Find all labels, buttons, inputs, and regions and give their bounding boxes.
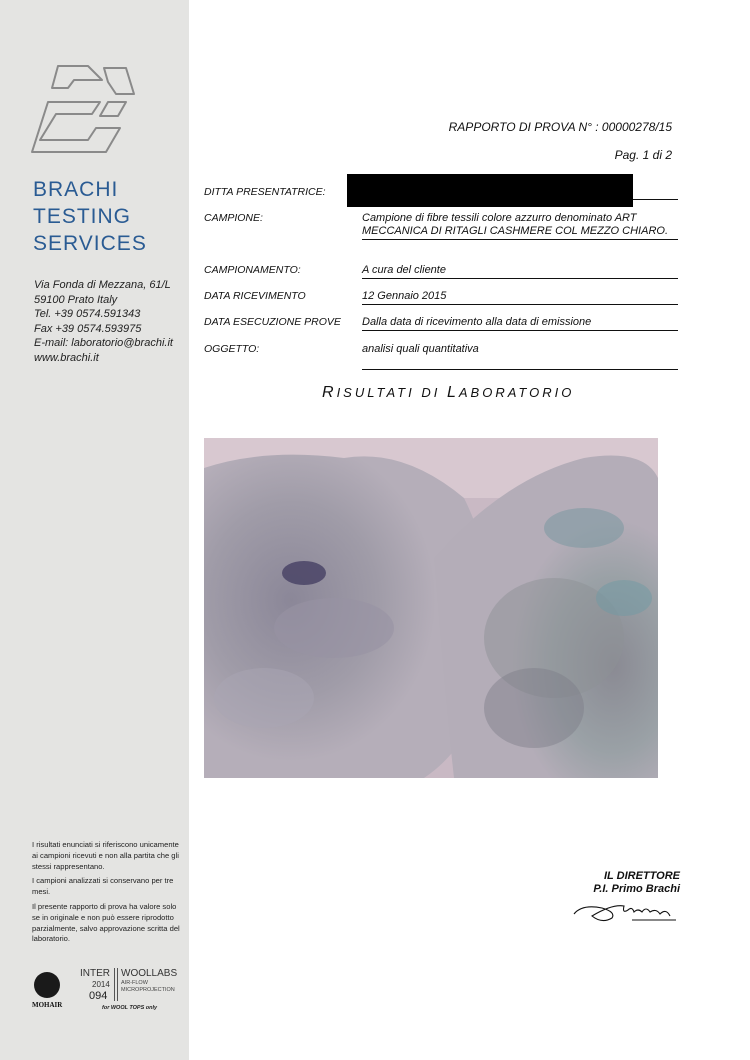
director-name: P.I. Primo Brachi [593, 883, 680, 895]
sample-photo [204, 438, 658, 778]
iwl-methods [121, 980, 175, 993]
ditta-underline [633, 199, 678, 200]
brand-line: BRACHI [33, 178, 119, 201]
certifications [32, 968, 182, 1018]
brand-line: TESTING [33, 205, 132, 228]
iwl-divider [114, 968, 118, 1001]
fax: Fax +39 0574.593975 [34, 322, 142, 335]
sidebar [0, 0, 189, 1060]
iwl-tops-note: for WOOL TOPS only [102, 1005, 158, 1011]
esecuzione-label: DATA ESECUZIONE PROVE [204, 316, 341, 328]
address-line: Via Fonda di Mezzana, 61/L [34, 279, 171, 291]
brachi-logo-icon [30, 62, 140, 158]
signature-icon [572, 898, 682, 926]
iwl-airflow: AIR-FLOW [121, 980, 148, 986]
section-title-cap: L [446, 384, 459, 401]
campione-value: Campione di fibre tessili colore azzurro denominato ART MECCANICA DI RITAGLI CASHMERE COL MEZZO CHIARO. [362, 212, 678, 240]
section-title-part: ISULTATI DI [336, 385, 447, 400]
oggetto-label: OGGETTO: [204, 343, 260, 355]
disclaimer-text: Il presente rapporto di prova ha valore solo se in originale e non può essere riprodotto parzialmente, salvo approvazione scritta del laboratorio. [32, 901, 180, 944]
campione-label: CAMPIONE: [204, 212, 263, 224]
report-number: RAPPORTO DI PROVA N° : 00000278/15 [448, 120, 672, 134]
director-title: IL DIRETTORE [604, 870, 680, 882]
mohair-logo-icon [34, 972, 60, 998]
ditta-label: DITTA PRESENTATRICE: [204, 186, 326, 198]
page-number: Pag. 1 di 2 [614, 148, 672, 162]
section-title [322, 384, 574, 402]
iwl-woollabs: WOOLLABS [121, 968, 178, 979]
brand-name [33, 176, 147, 257]
campionamento-value: A cura del cliente [362, 264, 678, 279]
esecuzione-value: Dalla data di ricevimento alla data di emissione [362, 316, 678, 331]
campionamento-label: CAMPIONAMENTO: [204, 264, 301, 276]
disclaimer-text: I campioni analizzati si conservano per tre mesi. [32, 876, 174, 897]
iwl-year: 2014 [92, 980, 110, 989]
email: E-mail: laboratorio@brachi.it [34, 337, 173, 349]
ricevimento-value: 12 Gennaio 2015 [362, 290, 678, 305]
phone: Tel. +39 0574.591343 [34, 308, 141, 320]
disclaimer [32, 840, 182, 949]
ricevimento-label: DATA RICEVIMENTO [204, 290, 306, 302]
iwl-number: 094 [89, 990, 108, 1002]
redacted-company [347, 174, 633, 207]
iwl-microprojection: MICROPROJECTION [121, 986, 175, 993]
address-line: 59100 Prato Italy [34, 293, 118, 306]
oggetto-value: analisi quali quantitativa [362, 343, 678, 370]
section-title-cap: R [322, 384, 337, 401]
website: www.brachi.it [34, 351, 99, 364]
director-block [560, 870, 680, 896]
disclaimer-text: I risultati enunciati si riferiscono unicamente ai campioni ricevuti e non alla partita che gli stessi rappresentano. [32, 840, 179, 871]
mohair-label: MOHAIR [32, 1001, 63, 1009]
section-title-part: ABORATORIO [458, 385, 575, 400]
brand-line: SERVICES [33, 232, 147, 255]
address-block [34, 278, 173, 365]
iwl-inter: INTER [80, 968, 110, 979]
